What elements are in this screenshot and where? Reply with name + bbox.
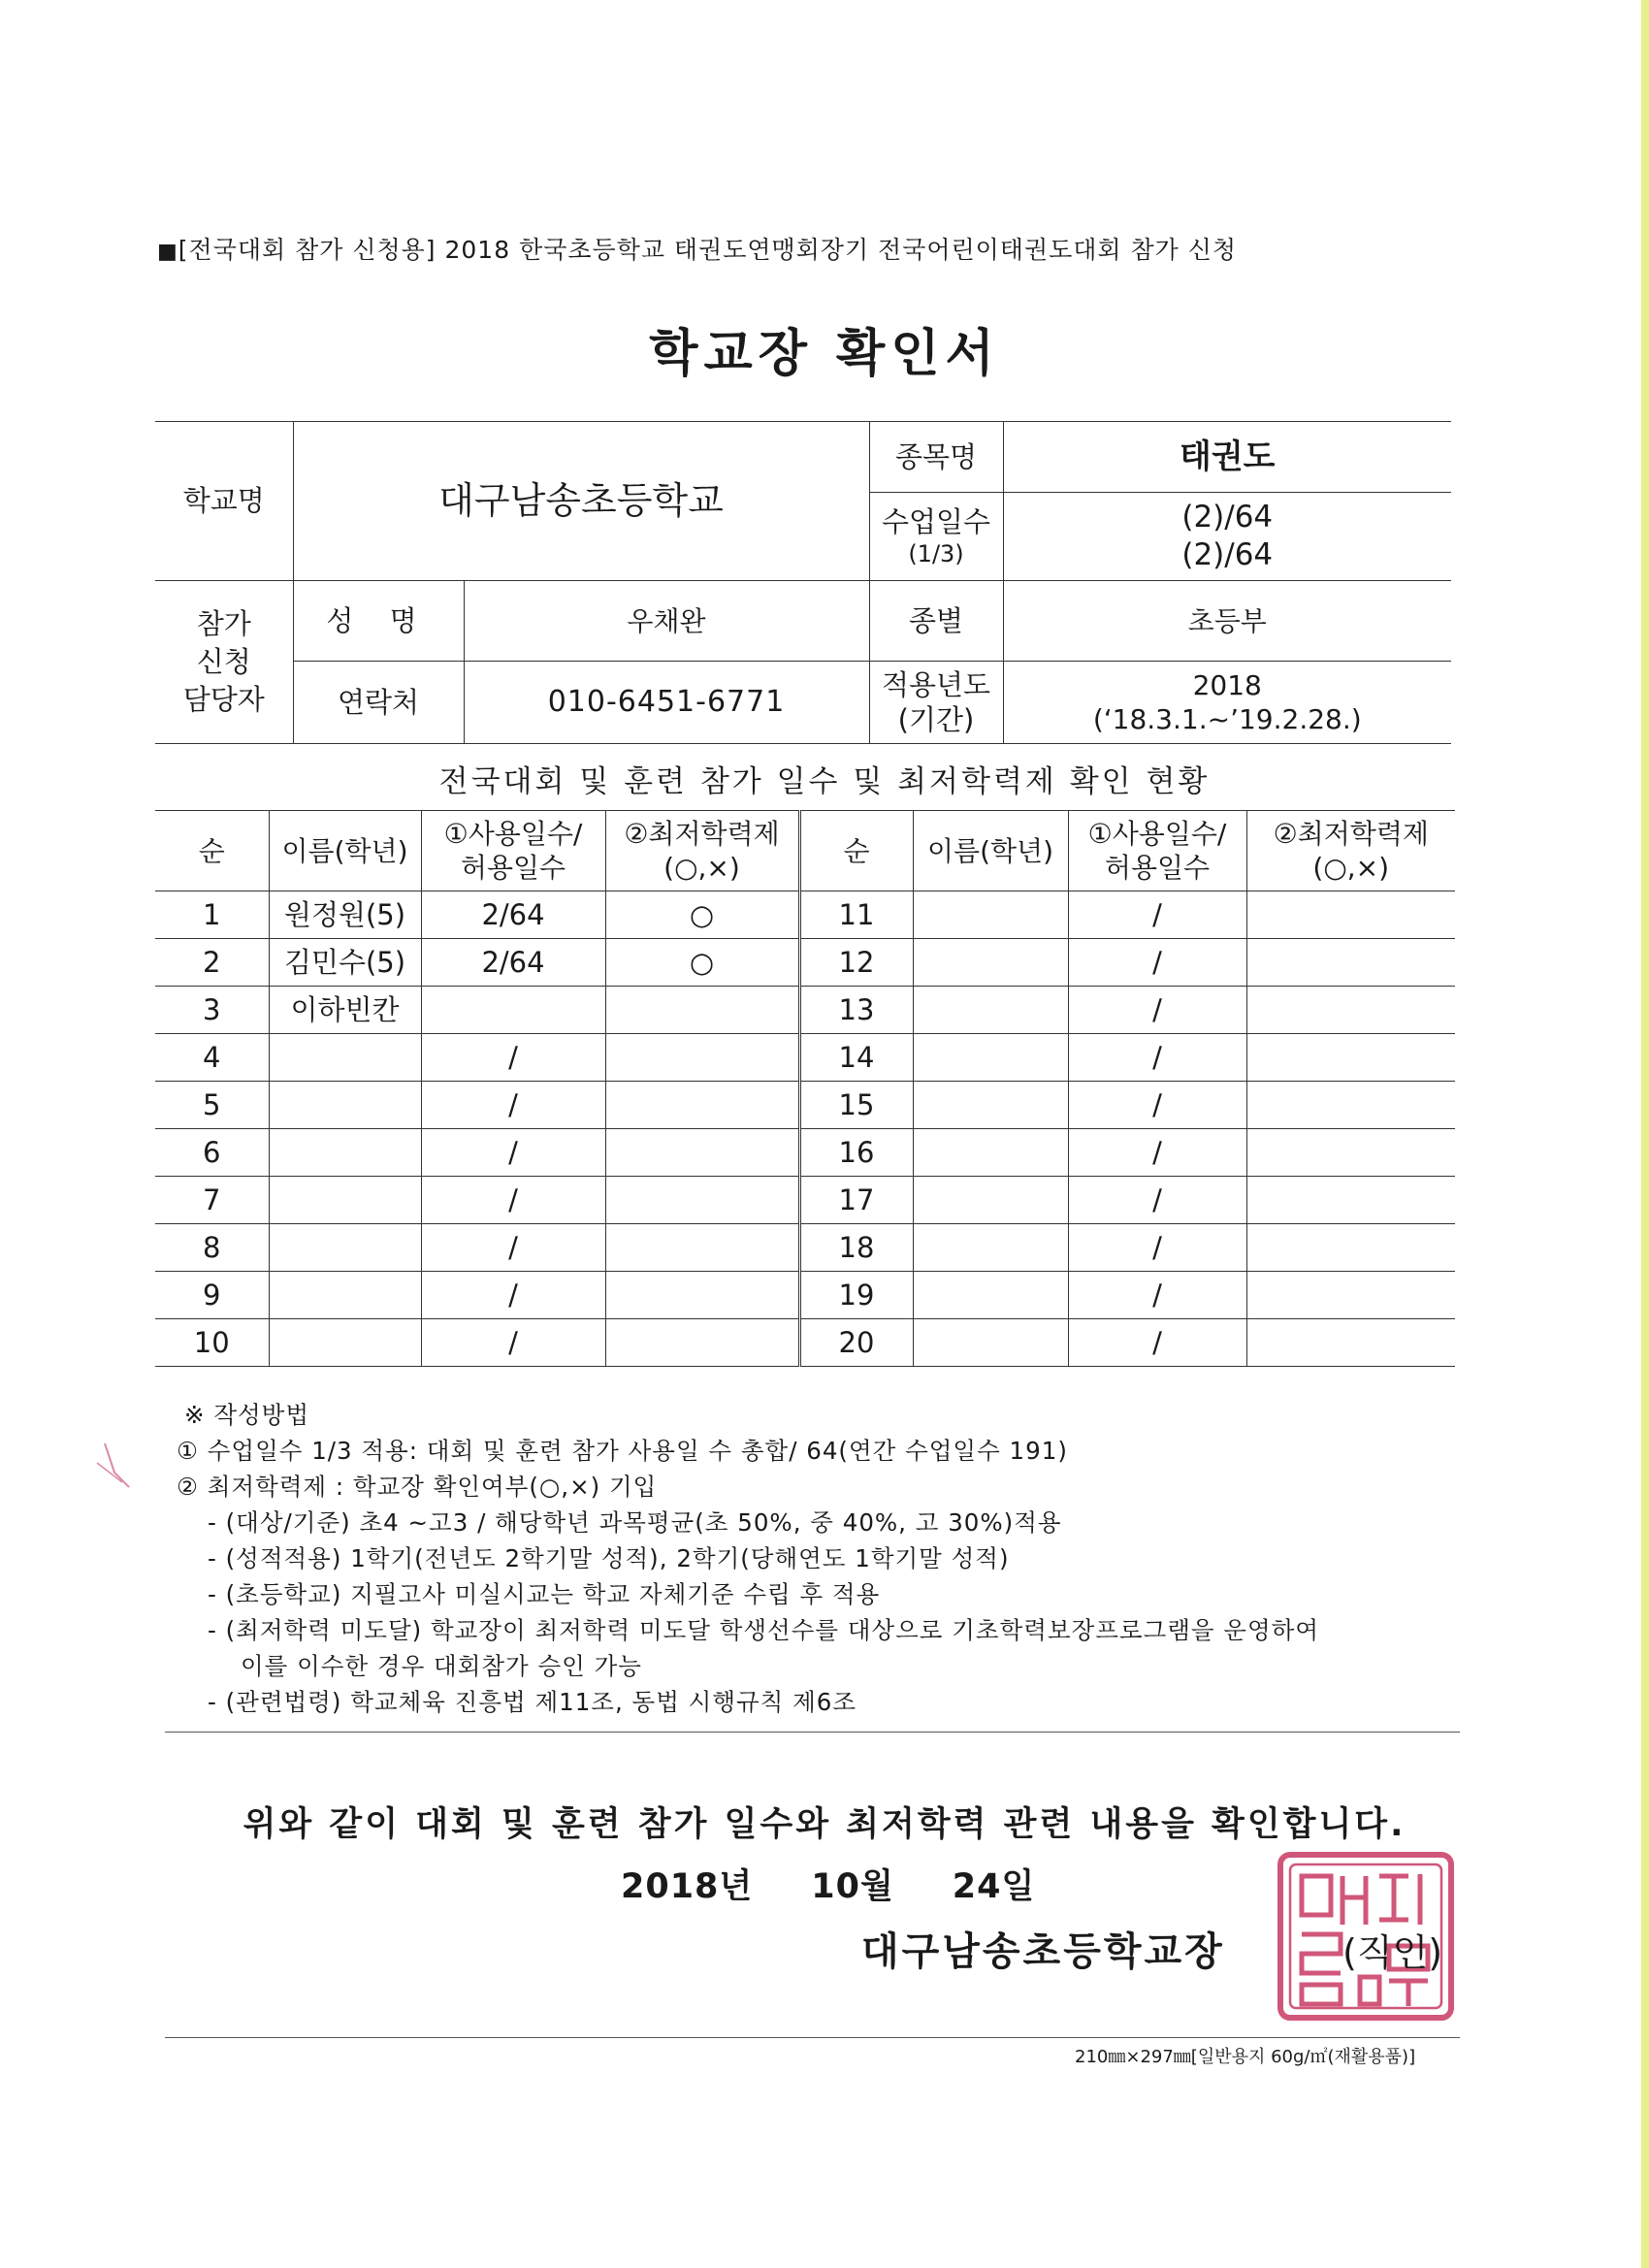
notes-sub-1: - (대상/기준) 초4 ~고3 / 해당학년 과목평균(초 50%, 중 40%, 고 30%)적용: [208, 1508, 1062, 1537]
row-no: 5: [155, 1082, 269, 1129]
row-name-right: [913, 1129, 1068, 1177]
row-min: [605, 1034, 799, 1082]
header-min: ②최저학력제 (○,×): [605, 811, 799, 891]
row-no-right: 19: [799, 1272, 913, 1319]
row-name: [269, 1224, 421, 1272]
row-min: [605, 1082, 799, 1129]
status-row: [155, 891, 1455, 939]
row-no-right: 16: [799, 1129, 913, 1177]
row-no: 9: [155, 1272, 269, 1319]
event-label: 종목명: [869, 422, 1003, 493]
header-days-right: ①사용일수/ 허용일수: [1068, 811, 1246, 891]
class-days-label-cell: [869, 493, 1003, 581]
status-row: [155, 939, 1455, 987]
row-name: 이하빈칸: [269, 987, 421, 1034]
row-name: [269, 1177, 421, 1224]
status-row: [155, 987, 1455, 1034]
row-no-right: 11: [799, 891, 913, 939]
class-days-value-2: (2)/64: [1181, 537, 1274, 572]
status-row: [155, 1319, 1455, 1367]
row-min: [605, 1272, 799, 1319]
notes-item-1: ① 수업일수 1/3 적용: 대회 및 훈련 참가 사용일 수 총합/ 64(연간 수업일수 191): [177, 1437, 1068, 1465]
row-name-right: [913, 1034, 1068, 1082]
row-name-right: [913, 891, 1068, 939]
row-days-right: /: [1068, 939, 1246, 987]
notes-item-2: ② 최저학력제 : 학교장 확인여부(○,×) 기입: [177, 1473, 658, 1501]
date-year: 2018년: [621, 1867, 754, 1906]
row-days: 2/64: [421, 939, 605, 987]
row-min-right: [1246, 1224, 1455, 1272]
row-name: 김민수(5): [269, 939, 421, 987]
pen-mark: [85, 1434, 144, 1502]
row-no-right: 13: [799, 987, 913, 1034]
row-min: [605, 1129, 799, 1177]
row-no: 8: [155, 1224, 269, 1272]
row-days-right: /: [1068, 1319, 1246, 1367]
header-min-right: ②최저학력제 (○,×): [1246, 811, 1455, 891]
row-days-right: /: [1068, 1272, 1246, 1319]
class-days-value-1: (2)/64: [1181, 500, 1274, 535]
confirmation-date: [621, 1860, 1035, 1908]
date-day: 24일: [952, 1867, 1036, 1906]
participation-status-table: [155, 810, 1455, 1367]
row-name: 원정원(5): [269, 891, 421, 939]
year-values: [1003, 662, 1451, 744]
row-days-right: /: [1068, 891, 1246, 939]
event-value: 태권도: [1003, 422, 1451, 493]
row-name-right: [913, 1272, 1068, 1319]
row-no: 2: [155, 939, 269, 987]
row-min-right: [1246, 891, 1455, 939]
name-label: 성 명: [293, 581, 464, 662]
name-value: 우채완: [464, 581, 869, 662]
row-no-right: 17: [799, 1177, 913, 1224]
row-name-right: [913, 987, 1068, 1034]
status-row: [155, 1129, 1455, 1177]
divider-top: [165, 1732, 1460, 1733]
row-no-right: 12: [799, 939, 913, 987]
row-name: [269, 1272, 421, 1319]
header-marker: ■: [157, 240, 178, 264]
year-label: 적용년도: [881, 667, 991, 701]
divider-bottom: [165, 2037, 1460, 2038]
row-no: 6: [155, 1129, 269, 1177]
row-name: [269, 1129, 421, 1177]
header-days: ①사용일수/ 허용일수: [421, 811, 605, 891]
row-days-right: /: [1068, 1224, 1246, 1272]
row-no-right: 14: [799, 1034, 913, 1082]
class-days-sub: (1/3): [908, 540, 964, 568]
class-days-values: [1003, 493, 1451, 581]
row-days: /: [421, 1034, 605, 1082]
row-no: 1: [155, 891, 269, 939]
row-min: ○: [605, 939, 799, 987]
row-name-right: [913, 1082, 1068, 1129]
header-name-right: 이름(학년): [913, 811, 1068, 891]
row-name: [269, 1082, 421, 1129]
applicant-label: 참가 신청 담당자: [155, 581, 293, 744]
row-days-right: /: [1068, 1034, 1246, 1082]
row-days: /: [421, 1319, 605, 1367]
year-value: 2018: [1192, 669, 1262, 701]
row-no-right: 18: [799, 1224, 913, 1272]
row-name-right: [913, 939, 1068, 987]
row-days: /: [421, 1082, 605, 1129]
row-no: 10: [155, 1319, 269, 1367]
row-days: /: [421, 1177, 605, 1224]
row-no: 3: [155, 987, 269, 1034]
status-row: [155, 1082, 1455, 1129]
row-no-right: 20: [799, 1319, 913, 1367]
row-min: [605, 1319, 799, 1367]
year-label-cell: [869, 662, 1003, 744]
status-row: [155, 1034, 1455, 1082]
row-no-right: 15: [799, 1082, 913, 1129]
row-name: [269, 1034, 421, 1082]
row-no: 7: [155, 1177, 269, 1224]
row-min-right: [1246, 1319, 1455, 1367]
row-min-right: [1246, 1082, 1455, 1129]
notes-sub-2: - (성적적용) 1학기(전년도 2학기말 성적), 2학기(당해연도 1학기말 성적): [208, 1544, 1010, 1572]
division-label: 종별: [869, 581, 1003, 662]
document-header: [157, 231, 1237, 266]
row-no: 4: [155, 1034, 269, 1082]
school-name: 대구남송초등학교: [293, 422, 869, 581]
row-days: /: [421, 1224, 605, 1272]
row-days: [421, 987, 605, 1034]
notes-sub-5: - (관련법령) 학교체육 진흥법 제11조, 동법 시행규칙 제6조: [208, 1688, 857, 1716]
row-name: [269, 1319, 421, 1367]
contact-label: 연락처: [293, 662, 464, 744]
header-no: 순: [155, 811, 269, 891]
date-month: 10월: [811, 1867, 894, 1906]
row-days: 2/64: [421, 891, 605, 939]
row-min-right: [1246, 1034, 1455, 1082]
row-name-right: [913, 1177, 1068, 1224]
status-row: [155, 1224, 1455, 1272]
status-title: 전국대회 및 훈련 참가 일수 및 최저학력제 확인 현황: [438, 764, 1211, 799]
status-row: [155, 1177, 1455, 1224]
document-title: 학교장 확인서: [649, 325, 1000, 383]
row-days-right: /: [1068, 1129, 1246, 1177]
status-header-row: [155, 811, 1455, 891]
contact-value: 010-6451-6771: [464, 662, 869, 744]
division-value: 초등부: [1003, 581, 1451, 662]
row-days-right: /: [1068, 1082, 1246, 1129]
writing-instructions: [177, 1397, 1319, 1720]
year-sub: (기간): [897, 703, 975, 736]
notes-heading: ※ 작성방법: [184, 1401, 309, 1429]
row-min: [605, 987, 799, 1034]
paper-spec-footer: 210㎜×297㎜[일반용지 60g/㎡(재활용품)]: [1075, 2047, 1416, 2067]
row-min-right: [1246, 1272, 1455, 1319]
class-days-label: 수업일수: [881, 504, 991, 538]
row-name-right: [913, 1319, 1068, 1367]
row-min: [605, 1224, 799, 1272]
row-name-right: [913, 1224, 1068, 1272]
row-days-right: /: [1068, 1177, 1246, 1224]
row-min-right: [1246, 1177, 1455, 1224]
confirmation-statement: 위와 같이 대회 및 훈련 참가 일수와 최저학력 관련 내용을 확인합니다.: [242, 1805, 1406, 1844]
notes-sub-4b: 이를 이수한 경우 대회참가 승인 가능: [241, 1652, 642, 1680]
school-label: 학교명: [155, 422, 293, 581]
row-min-right: [1246, 1129, 1455, 1177]
header-text: [전국대회 참가 신청용] 2018 한국초등학교 태권도연맹회장기 전국어린이태권도대회 참가 신청: [178, 236, 1238, 264]
row-min-right: [1246, 939, 1455, 987]
year-period: (‘18.3.1.~’19.2.28.): [1092, 703, 1362, 735]
school-info-table: [155, 421, 1451, 744]
header-name: 이름(학년): [269, 811, 421, 891]
notes-sub-4: - (최저학력 미도달) 학교장이 최저학력 미도달 학생선수를 대상으로 기초학력보장프로그램을 운영하여: [208, 1616, 1320, 1644]
status-row: [155, 1272, 1455, 1319]
principal-title: 대구남송초등학교장: [861, 1929, 1225, 1974]
row-min: ○: [605, 891, 799, 939]
row-days: /: [421, 1272, 605, 1319]
notes-sub-3: - (초등학교) 지필고사 미실시교는 학교 자체기준 수립 후 적용: [208, 1580, 881, 1608]
header-no-right: 순: [799, 811, 913, 891]
row-min: [605, 1177, 799, 1224]
row-min-right: [1246, 987, 1455, 1034]
row-days: /: [421, 1129, 605, 1177]
seal-label: (직인): [1342, 1931, 1443, 1974]
row-days-right: /: [1068, 987, 1246, 1034]
